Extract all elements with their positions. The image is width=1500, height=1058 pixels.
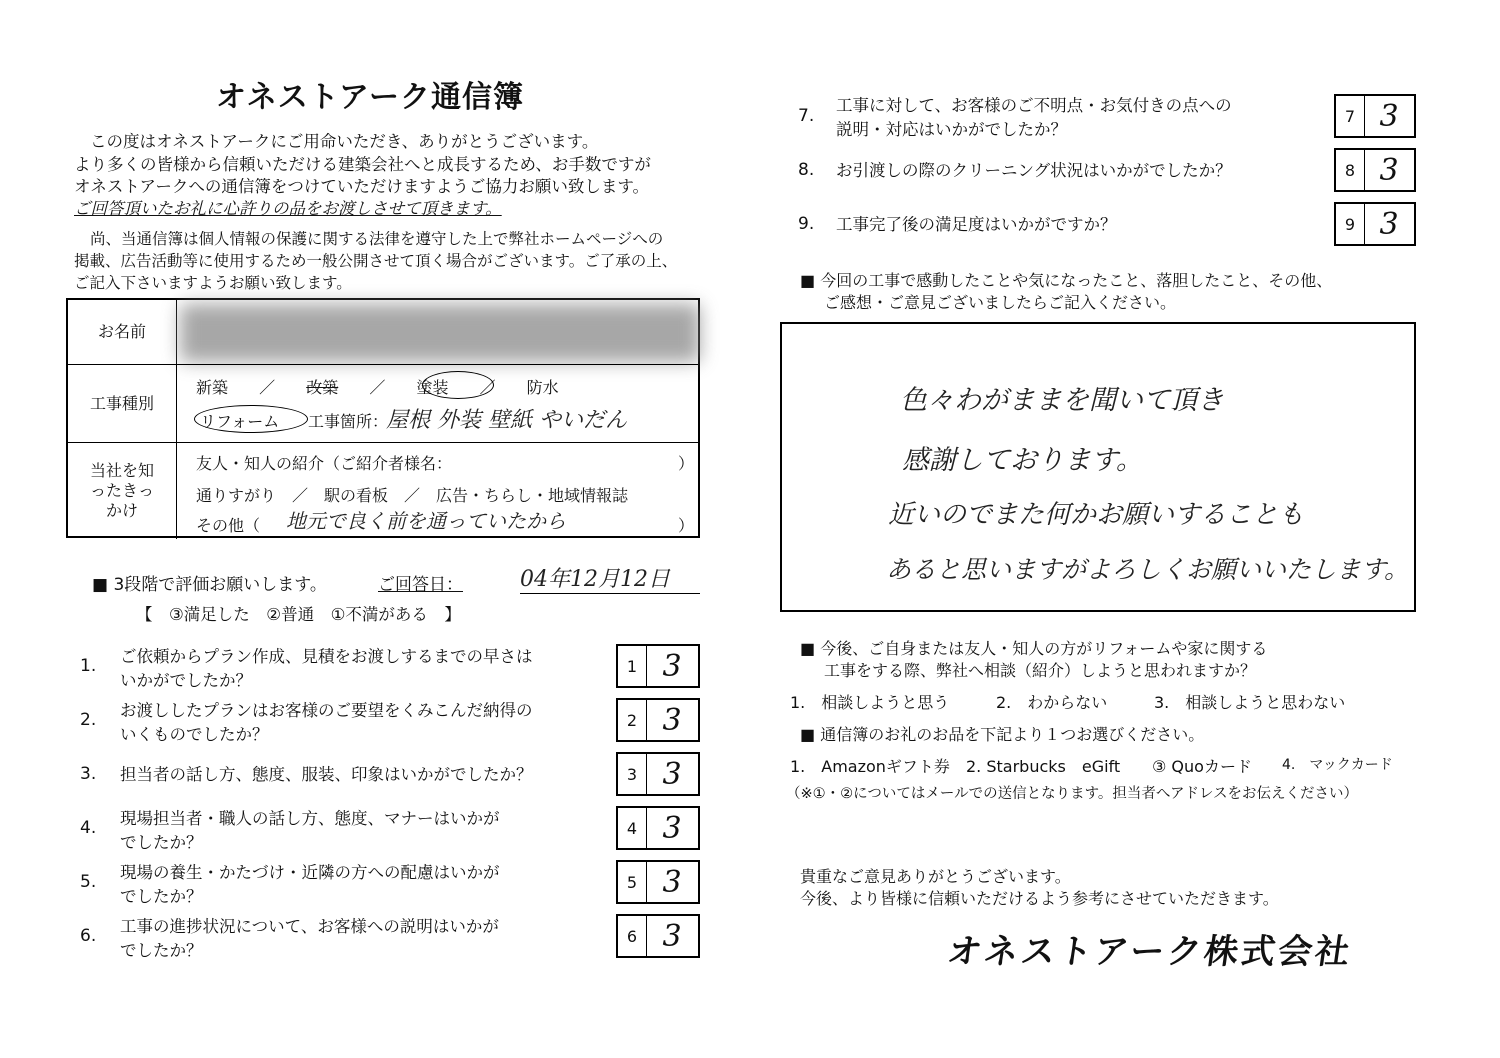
q8-answer: 3 (1379, 152, 1399, 188)
q7-box-number: 7 (1336, 96, 1365, 136)
q6-answer: 3 (662, 918, 682, 954)
q7-number: 7. (798, 106, 815, 126)
answer-date: 04年12月12日 (520, 562, 700, 594)
privacy-line-1: 尚、当通信簿は個人情報の保護に関する法律を遵守した上で弊社ホームページへの (90, 230, 664, 248)
intro-line-4: ご回答頂いたお礼に心許りの品をお渡しさせて頂きます。 (74, 199, 502, 218)
q8-number: 8. (798, 160, 815, 180)
q5-box-number: 5 (618, 862, 647, 902)
work-type-options (196, 375, 559, 398)
q4-score-box[interactable] (616, 806, 700, 850)
q6-score-box[interactable] (616, 914, 700, 958)
q2-answer: 3 (662, 702, 682, 738)
rating-legend: 【 ③満足した ②普通 ①不満がある 】 (136, 605, 461, 624)
name-label: お名前 (68, 300, 177, 364)
source-close-1: ） (678, 454, 695, 473)
q4-answer: 3 (662, 810, 682, 846)
q8-text (836, 159, 1232, 183)
q3-box-number: 3 (618, 754, 647, 794)
page-title: オネストアーク通信簿 (216, 80, 524, 115)
source-label-text: 当社を知ったきっかけ (89, 461, 154, 520)
q3-text (120, 763, 533, 787)
location-value: 屋根 外装 壁紙 やいだん (386, 408, 627, 433)
referral-option-3[interactable]: 3. 相談しようと思わない (1154, 693, 1346, 712)
q9-answer: 3 (1379, 206, 1399, 242)
q5-text (120, 861, 500, 909)
comment-line-4: あると思いますがよろしくお願いいたします。 (886, 555, 1410, 584)
q9-score-box[interactable] (1334, 202, 1416, 246)
paint-circle-mark (422, 371, 494, 399)
reform-circle-mark (194, 405, 308, 433)
q4-box-number: 4 (618, 808, 647, 848)
separator: ／ (259, 378, 276, 397)
q2-box-number: 2 (618, 700, 647, 740)
q7-line-2: 説明・対応はいかがでしたか？ (836, 120, 1067, 139)
q1-text (120, 645, 533, 693)
location-label: 工事箇所： (308, 412, 389, 431)
q5-answer: 3 (662, 864, 682, 900)
work-type-row (68, 364, 698, 443)
q6-line-1: 工事の進捗状況について、お客様への説明はいかが (120, 917, 499, 936)
q2-number: 2. (80, 710, 97, 730)
q3-number: 3. (80, 764, 97, 784)
q3-score-box[interactable] (616, 752, 700, 796)
q5-number: 5. (80, 872, 97, 892)
gift-note: （※①・②についてはメールでの送信となります。担当者へアドレスをお伝えください） (786, 786, 1359, 802)
comment-line-1: 色々わがままを聞いて頂き (900, 385, 1224, 416)
q3-line-1: 担当者の話し方、態度、服装、印象はいかがでしたか？ (120, 765, 533, 784)
work-type-rebuild: 改築 (306, 378, 339, 397)
source-row (68, 442, 698, 539)
q7-line-1: 工事に対して、お客様のご不明点・お気付きの点への (836, 96, 1232, 115)
q9-number: 9. (798, 214, 815, 234)
work-type-paint: 塗装 (416, 378, 449, 397)
q9-box-number: 9 (1336, 204, 1365, 244)
q1-line-1: ご依頼からプラン作成、見積をお渡しするまでの早さは (120, 647, 533, 666)
gift-option-1[interactable]: 1. Amazonギフト券 (790, 757, 950, 776)
referral-option-2[interactable]: 2. わからない (996, 693, 1108, 712)
closing-line-1: 貴重なご意見ありがとうございます。 (800, 867, 1071, 886)
q2-score-box[interactable] (616, 698, 700, 742)
q1-answer: 3 (662, 648, 682, 684)
name-redacted (180, 304, 700, 362)
referral-header-2: 工事をする際、弊社へ相談（紹介）しようと思われますか？ (824, 661, 1257, 680)
source-line-1: 友人・知人の紹介（ご紹介者様名： (196, 454, 453, 473)
work-type-waterproof: 防水 (526, 378, 559, 397)
q6-line-2: でしたか？ (120, 941, 203, 960)
rating-header: ■ 3段階で評価お願いします。 (92, 575, 327, 595)
comments-header-2: ご感想・ご意見ございましたらご記入ください。 (824, 293, 1177, 312)
intro-line-2: より多くの皆様から信頼いただける建築会社へと成長するため、お手数ですが (74, 155, 651, 174)
source-line-3: その他（ (196, 516, 261, 535)
q2-line-1: お渡ししたプランはお客様のご要望をくみこんだ納得の (120, 701, 533, 720)
intro-line-1: この度はオネストアークにご用命いただき、ありがとうございます。 (90, 132, 599, 151)
gift-option-2[interactable]: 2. Starbucks eGift (966, 757, 1121, 776)
q1-score-box[interactable] (616, 644, 700, 688)
q4-number: 4. (80, 818, 97, 838)
q7-text (836, 94, 1232, 142)
q6-box-number: 6 (618, 916, 647, 956)
privacy-line-3: ご記入下さいますようお願い致します。 (74, 274, 352, 292)
customer-info-table (66, 298, 700, 538)
referral-option-1[interactable]: 1. 相談しようと思う (790, 693, 950, 712)
closing-line-2: 今後、より皆様に信頼いただけるよう参考にさせていただきます。 (800, 889, 1279, 908)
q7-score-box[interactable] (1334, 94, 1416, 138)
referral-header-1: ■ 今後、ご自身または友人・知人の方がリフォームや家に関する (800, 639, 1268, 658)
work-type-new: 新築 (196, 378, 229, 397)
gift-option-3[interactable]: ③ Quoカード (1152, 757, 1252, 776)
q4-line-2: でしたか？ (120, 833, 203, 852)
q9-line-1: 工事完了後の満足度はいかがですか？ (836, 215, 1117, 234)
q5-score-box[interactable] (616, 860, 700, 904)
gift-header: ■ 通信簿のお礼のお品を下記より１つお選びください。 (800, 725, 1205, 744)
separator: ／ (479, 378, 496, 397)
q5-line-1: 現場の養生・かたづけ・近隣の方への配慮はいかが (120, 863, 500, 882)
q6-text (120, 915, 499, 963)
q4-line-1: 現場担当者・職人の話し方、態度、マナーはいかが (120, 809, 500, 828)
privacy-line-2: 掲載、広告活動等に使用するため一般公開させて頂く場合がございます。ご了承の上、 (74, 252, 678, 270)
company-logo: オネストアーク株式会社 (944, 932, 1355, 972)
q8-score-box[interactable] (1334, 148, 1416, 192)
comments-header-1: ■ 今回の工事で感動したことや気になったこと、落胆したこと、その他、 (800, 271, 1333, 290)
q4-text (120, 807, 500, 855)
reform-label: リフォーム (200, 412, 280, 431)
work-type-label: 工事種別 (68, 365, 177, 443)
q8-box-number: 8 (1336, 150, 1365, 190)
q1-box-number: 1 (618, 646, 647, 686)
q5-line-2: でしたか？ (120, 887, 203, 906)
gift-option-4[interactable]: 4. マックカード (1282, 757, 1393, 773)
comment-line-2: 感謝しております。 (902, 445, 1143, 476)
q2-text (120, 699, 533, 747)
q8-line-1: お引渡しの際のクリーニング状況はいかがでしたか？ (836, 161, 1232, 180)
q2-line-2: いくものでしたか？ (120, 725, 269, 744)
q7-answer: 3 (1379, 98, 1399, 134)
source-close-2: ） (678, 516, 695, 535)
source-label (68, 443, 177, 539)
intro-line-3: オネストアークへの通信簿をつけていただけますようご協力お願い致します。 (74, 177, 650, 196)
other-source-value: 地元で良く前を通っていたから (286, 509, 566, 533)
q1-number: 1. (80, 656, 97, 676)
comments-box[interactable] (780, 322, 1416, 612)
separator: ／ (369, 378, 386, 397)
q1-line-2: いかがでしたか？ (120, 671, 252, 690)
date-label: ご回答日： (378, 575, 463, 595)
comment-line-3: 近いのでまた何かお願いすることも (888, 500, 1305, 530)
name-row (68, 300, 698, 364)
q9-text (836, 213, 1117, 237)
q3-answer: 3 (662, 756, 682, 792)
q6-number: 6. (80, 926, 97, 946)
source-line-2: 通りすがり ／ 駅の看板 ／ 広告・ちらし・地域情報誌 (196, 486, 629, 505)
